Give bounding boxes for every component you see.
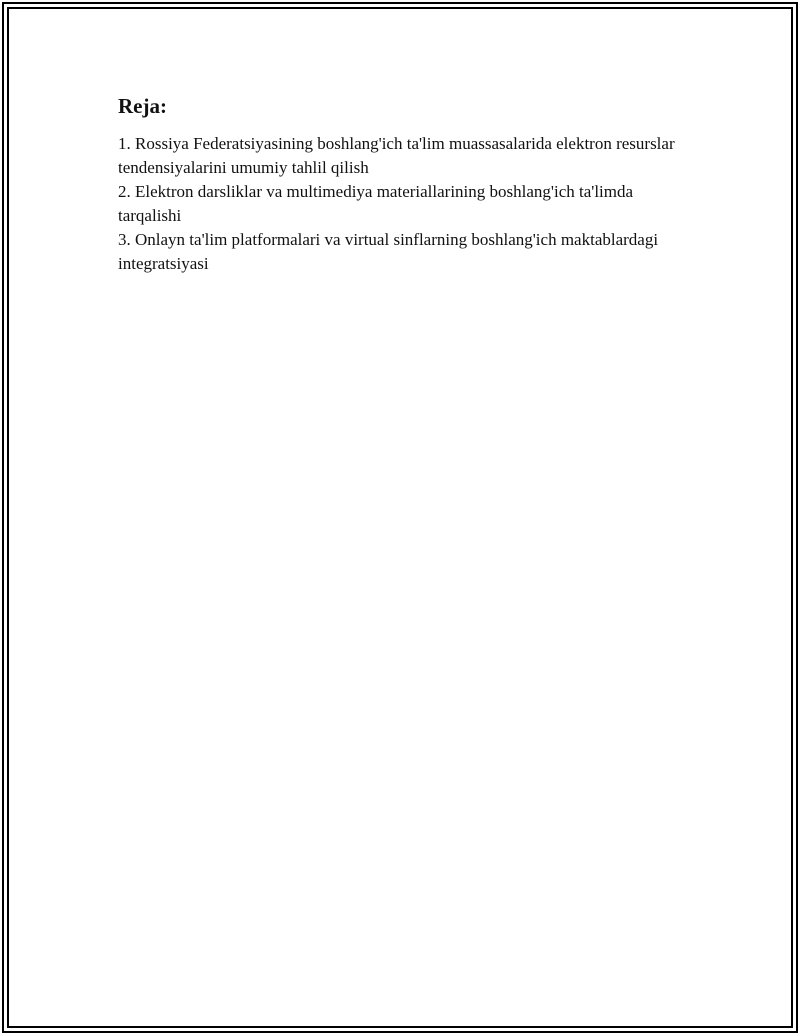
document-body — [118, 92, 698, 276]
plan-item-2: 2. Elektron darsliklar va multimediya materiallarining boshlang'ich ta'limda tarqalishi — [118, 182, 634, 225]
page-title: Reja: — [118, 94, 167, 118]
plan-list — [118, 132, 698, 276]
plan-item-3: 3. Onlayn ta'lim platformalari va virtual sinflarning boshlang'ich maktablardagi integratsiyasi — [118, 230, 659, 273]
plan-item-1: 1. Rossiya Federatsiyasining boshlang'ich ta'lim muassasalarida elektron resurslar tendensiyalarini umumiy tahlil qilish — [118, 134, 675, 177]
